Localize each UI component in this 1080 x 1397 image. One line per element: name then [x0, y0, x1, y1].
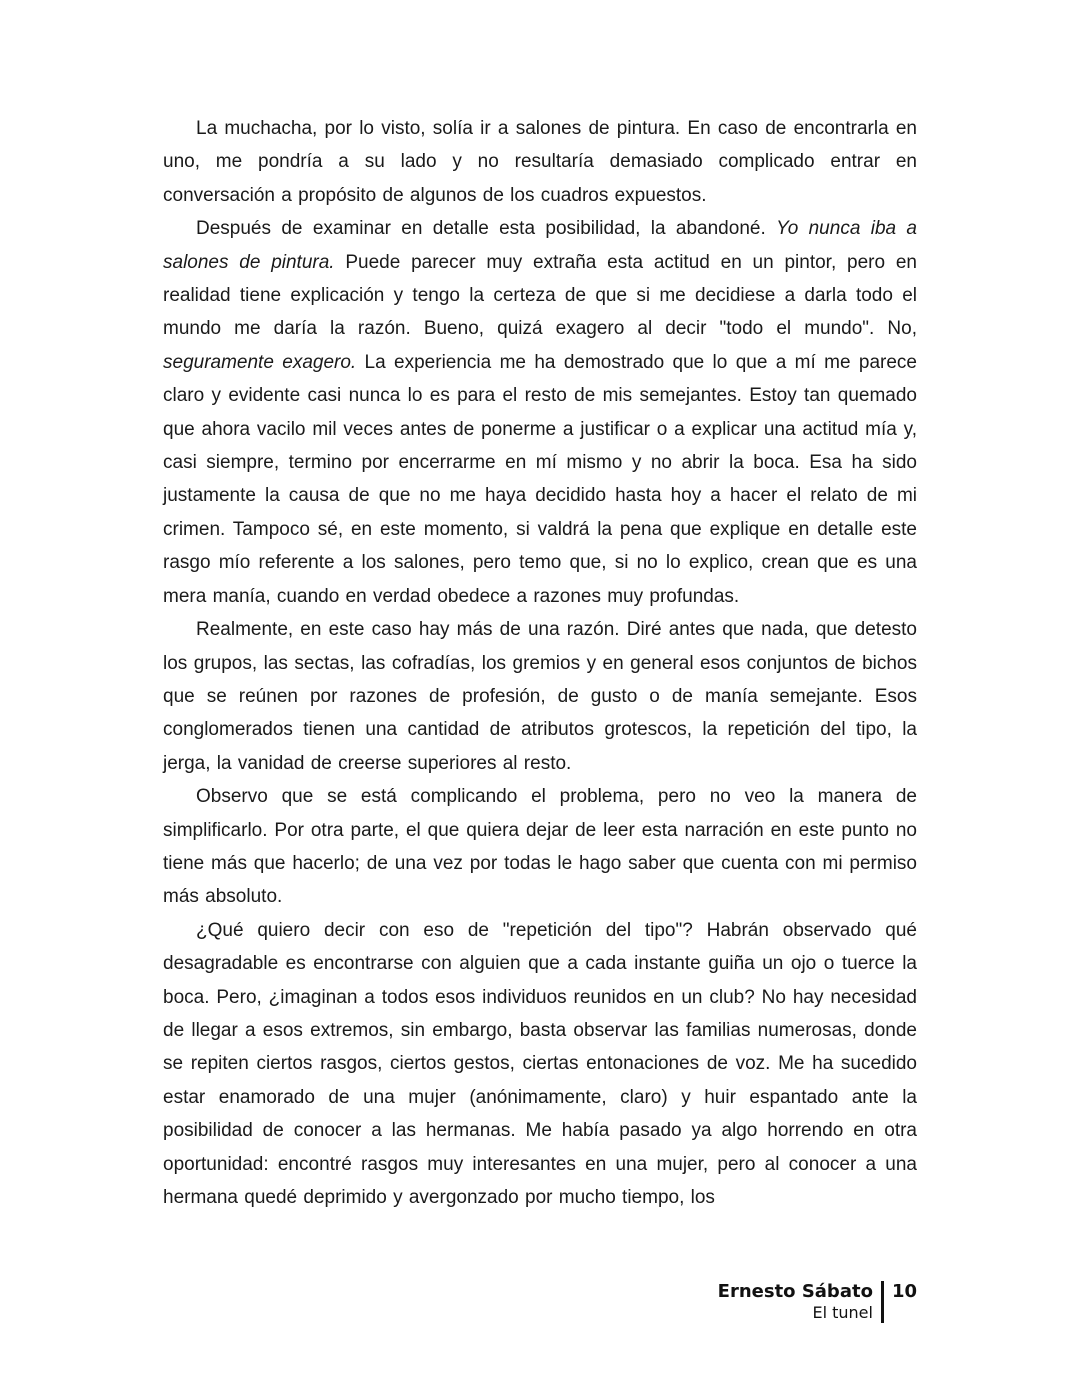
italic-text-segment: Yo nunca iba a salones de pintura.	[163, 218, 917, 273]
text-segment: La muchacha, por lo visto, solía ir a salones de pintura. En caso de encontrarla en uno, me pondría a su lado y no resultaría demasiado complicado entrar en conversación a propósito de algunos de los cuadros expuestos.	[163, 118, 917, 206]
text-segment: Observo que se está complicando el problema, pero no veo la manera de simplificarlo. Por otra parte, el que quiera dejar de leer esta narración en este punto no tiene más que hacerlo; de una vez por todas le hago saber que cuenta con mi permiso más absoluto.	[163, 786, 917, 908]
body-text	[163, 112, 917, 1214]
footer-author: Ernesto Sábato	[717, 1281, 873, 1302]
page-footer	[718, 1281, 917, 1323]
italic-text-segment: seguramente exagero.	[163, 351, 357, 373]
footer-page-number: 10	[891, 1281, 917, 1302]
paragraph	[163, 613, 917, 780]
text-segment: ¿Qué quiero decir con eso de "repetición del tipo"? Habrán observado qué desagradable es encontrarse con alguien que a cada instante guiña un ojo o tuerce la boca. Pero, ¿imaginan a todos esos individuos reunidos en un club? No hay necesidad de llegar a esos extremos, sin embargo, basta observar las familias numerosas, donde se repiten ciertos rasgos, ciertos gestos, ciertas entonaciones de voz. Me ha sucedido estar enamorado de una mujer (anónimamente, claro) y huir espantado ante la posibilidad de conocer a las hermanas. Me había pasado ya algo horrendo en otra oportunidad: encontré rasgos muy interesantes en una mujer, pero al conocer a una hermana quedé deprimido y avergonzado por mucho tiempo, los	[163, 919, 917, 1208]
text-segment: Puede parecer muy extraña esta actitud en un pintor, pero en realidad tiene explicación y tengo la certeza de que si me decidiese a darla todo el mundo me daría la razón. Bueno, quizá exagero al decir "todo el mundo". No,	[163, 251, 917, 340]
paragraph	[163, 212, 917, 613]
paragraph	[163, 780, 917, 914]
paragraph	[163, 112, 917, 212]
text-segment: Después de examinar en detalle esta posibilidad, la abandoné.	[196, 218, 777, 240]
text-segment: La experiencia me ha demostrado que lo que a mí me parece claro y evidente casi nunca lo es para el resto de mis semejantes. Estoy tan quemado que ahora vacilo mil veces antes de ponerme a justificar o a explicar una actitud mía y, casi siempre, termino por encerrarme en mí mismo y no abrir la boca. Esa ha sido justamente la causa de que no me haya decidido hasta hoy a hacer el relato de mi crimen. Tampoco sé, en este momento, si valdrá la pena que explique en detalle este rasgo mío referente a los salones, pero temo que, si no lo explico, crean que es una mera manía, cuando en verdad obedece a razones muy profundas.	[163, 351, 917, 607]
footer-book-title: El tunel	[812, 1303, 873, 1322]
text-segment: Realmente, en este caso hay más de una razón. Diré antes que nada, que detesto los grupos, las sectas, las cofradías, los gremios y en general esos conjuntos de bichos que se reúnen por razones de profesión, de gusto o de manía semejante. Esos conglomerados tienen una cantidad de atributos grotescos, la repetición del tipo, la jerga, la vanidad de creerse superiores al resto.	[163, 619, 917, 774]
paragraph	[163, 914, 917, 1215]
footer-left-column	[718, 1281, 873, 1323]
